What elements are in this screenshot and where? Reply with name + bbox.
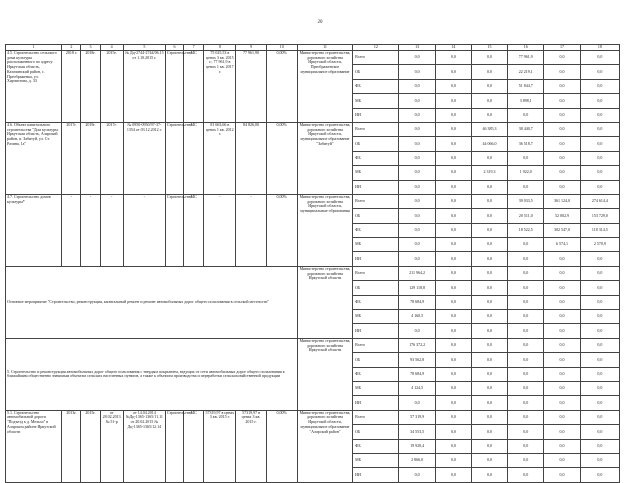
funding-value: 0,0 (580, 453, 619, 467)
ownership: МС (184, 51, 204, 123)
section-title: 5. Строительство и реконструкция автомобильных дорог общего пользования с твердым покрытием, ведущих от сети автомобильных дорог общего пользования к ближайшим общественно значимым объектам сельских населенных пунктов, а также к объектам производства и переработки сельскохозяйственной продукции (6, 338, 298, 410)
funding-value: 0,0 (399, 209, 435, 223)
funding-value: 0,0 (508, 425, 544, 439)
table-row (6, 338, 620, 352)
funding-value: 0,0 (471, 410, 507, 424)
funding-value: 361 124,0 (544, 194, 580, 208)
funding-value: 0,0 (435, 453, 471, 467)
funding-source: МБ (353, 94, 399, 108)
funding-value: 78 684,9 (399, 295, 435, 309)
executor: Министерство строительства, дорожного хозяйства Иркутской области, муниципальные образования (297, 194, 352, 266)
start-year: - (62, 194, 81, 266)
funding-value: 0,0 (508, 453, 544, 467)
funding-value: 0,0 (508, 367, 544, 381)
table-row (6, 122, 620, 136)
funding-value: 0,0 (508, 353, 544, 367)
funding-value: 0,0 (544, 51, 580, 65)
funding-value: 0,0 (471, 367, 507, 381)
funding-source: Всего (353, 410, 399, 424)
funding-value: 129 118,8 (399, 281, 435, 295)
funding-value: 0,0 (544, 79, 580, 93)
funding-value: 0,0 (544, 367, 580, 381)
funding-value: 0,0 (435, 468, 471, 482)
readiness: 0,00% (266, 51, 297, 123)
funding-value: 0,0 (435, 353, 471, 367)
funding-source: ФБ (353, 79, 399, 93)
funding-value: 0,0 (399, 194, 435, 208)
funding-value: 0,0 (399, 180, 435, 194)
funding-value: 0,0 (508, 381, 544, 395)
funding-value: 0,0 (544, 338, 580, 352)
funding-value: 0,0 (399, 166, 435, 180)
funding-value: 0,0 (435, 108, 471, 122)
ownership: МС (184, 410, 204, 482)
funding-value: 0,0 (435, 381, 471, 395)
funding-value: 0,0 (580, 51, 619, 65)
funding-value: 0,0 (435, 396, 471, 410)
funding-value: 0,0 (580, 122, 619, 136)
funding-source: ИИ (353, 396, 399, 410)
funding-value: 18 522,5 (508, 223, 544, 237)
funding-value: 0,0 (435, 51, 471, 65)
end-year: - (81, 194, 100, 266)
funding-value: 0,0 (435, 252, 471, 266)
column-number-header: 15 (471, 45, 507, 51)
funding-value: 0,0 (435, 122, 471, 136)
funding-value: 0,0 (580, 79, 619, 93)
funding-value: 0,0 (399, 324, 435, 338)
program-table (5, 44, 620, 483)
funding-value: 0,0 (544, 94, 580, 108)
funding-value: 0,0 (544, 381, 580, 395)
work-type: Строительство (165, 194, 183, 266)
funding-value: 0,0 (399, 238, 435, 252)
funding-value: 0,0 (471, 266, 507, 280)
total-cost: 84 826,00 (236, 122, 266, 194)
funding-value: 0,0 (508, 396, 544, 410)
funding-value: 0,0 (544, 410, 580, 424)
funding-value: 0,0 (580, 439, 619, 453)
total-cost: 77 961,90 (236, 51, 266, 123)
funding-value: 3 898,1 (508, 94, 544, 108)
column-number-header: 6 (165, 45, 183, 51)
funding-source: Всего (353, 194, 399, 208)
funding-value: 46 385,3 (471, 122, 507, 136)
funding-source: ФБ (353, 151, 399, 165)
funding-value: 0,0 (580, 266, 619, 280)
funding-value: 0,0 (471, 79, 507, 93)
funding-value: 0,0 (471, 439, 507, 453)
funding-value: 4 124,5 (399, 381, 435, 395)
funding-value: 93 562,8 (399, 353, 435, 367)
funding-value: 0,0 (508, 252, 544, 266)
funding-value: 0,0 (471, 194, 507, 208)
funding-value: 0,0 (508, 238, 544, 252)
funding-source: ИИ (353, 468, 399, 482)
funding-value: 0,0 (508, 468, 544, 482)
project-doc: от 14.04.2014 №Дц-1365-1365/11.11 от 20.02.2015 № Дц-1365-1365/12.14 (123, 410, 165, 482)
start-year: 2017г. (62, 122, 81, 194)
funding-value: 0,0 (580, 137, 619, 151)
decision-date: - (100, 194, 123, 266)
funding-value: 2 319,3 (471, 166, 507, 180)
executor: Министерство строительства, дорожного хозяйства Иркутской области (297, 338, 352, 410)
funding-value: 274 614,4 (580, 194, 619, 208)
funding-value: 0,0 (399, 137, 435, 151)
funding-value: 0,0 (471, 396, 507, 410)
column-number-header: 11 (297, 45, 352, 51)
funding-value: 0,0 (580, 166, 619, 180)
total-cost: 57319,97 в ценах 3 кв. 2015 г. (236, 410, 266, 482)
funding-value: 0,0 (544, 166, 580, 180)
readiness: 0,00% (266, 410, 297, 482)
funding-source: ОБ (353, 137, 399, 151)
funding-value: 0,0 (471, 65, 507, 79)
funding-value: 0,0 (544, 396, 580, 410)
funding-value: 39 033,5 (508, 194, 544, 208)
funding-value: 0,0 (508, 310, 544, 324)
column-number-header: 8 (204, 45, 236, 51)
estimated-cost: 57319,97 в ценах 3 кв. 2015 г. (204, 410, 236, 482)
section-title: Основное мероприятие "Строительство, реконструкция, капитальный ремонт и ремонт автомобильных дорог общего пользования в сельской местности" (6, 266, 298, 338)
funding-value: 22 219,1 (508, 65, 544, 79)
funding-value: 302 547,0 (544, 223, 580, 237)
funding-value: 0,0 (471, 468, 507, 482)
readiness: 0,00% (266, 122, 297, 194)
table-row (6, 51, 620, 65)
funding-value: 0,0 (580, 65, 619, 79)
column-number-header: 5 (123, 45, 165, 51)
funding-value: 0,0 (435, 166, 471, 180)
funding-source: МБ (353, 453, 399, 467)
funding-value: 20 511,0 (508, 209, 544, 223)
funding-value: 44 066,0 (471, 137, 507, 151)
funding-value: 0,0 (544, 122, 580, 136)
funding-value: 0,0 (580, 468, 619, 482)
estimated-cost: - (204, 194, 236, 266)
end-year: 2019г. (81, 122, 100, 194)
funding-value: 0,0 (471, 324, 507, 338)
start-year: 2018 г. (62, 51, 81, 123)
funding-value: 0,0 (544, 266, 580, 280)
funding-value: 0,0 (435, 223, 471, 237)
funding-source: Всего (353, 51, 399, 65)
funding-value: 0,0 (471, 295, 507, 309)
column-number-header: 7 (184, 45, 204, 51)
funding-value: 0,0 (399, 223, 435, 237)
funding-value: 0,0 (471, 209, 507, 223)
funding-value: 176 372,2 (399, 338, 435, 352)
funding-value: 0,0 (471, 338, 507, 352)
funding-value: 0,0 (544, 108, 580, 122)
funding-value: 0,0 (508, 295, 544, 309)
funding-value: 77 961,9 (508, 51, 544, 65)
funding-value: 0,0 (435, 324, 471, 338)
funding-value: 0,0 (544, 65, 580, 79)
funding-value: 0,0 (544, 425, 580, 439)
ownership: МС (184, 194, 204, 266)
column-number-header: 3 (81, 45, 100, 51)
funding-value: 0,0 (508, 180, 544, 194)
table-row (6, 194, 620, 208)
funding-value: 0,0 (471, 108, 507, 122)
total-cost: - (236, 194, 266, 266)
funding-source: ОБ (353, 353, 399, 367)
funding-source: ОБ (353, 65, 399, 79)
page-number: 20 (317, 20, 323, 25)
funding-source: Всего (353, 338, 399, 352)
funding-value: 0,0 (435, 410, 471, 424)
funding-source: ФБ (353, 295, 399, 309)
funding-value: 0,0 (544, 180, 580, 194)
column-number-header: 18 (580, 45, 619, 51)
funding-value: 0,0 (544, 439, 580, 453)
funding-value: 78 684,9 (399, 367, 435, 381)
executor: Министерство строительства, дорожного хозяйства Иркутской области, муниципальное образование "Забитуй" (297, 122, 352, 194)
funding-value: 52 002,9 (544, 209, 580, 223)
funding-value: 0,0 (508, 439, 544, 453)
funding-value: 0,0 (508, 108, 544, 122)
funding-value: 0,0 (580, 108, 619, 122)
funding-value: 0,0 (580, 295, 619, 309)
funding-value: 0,0 (471, 51, 507, 65)
funding-value: 0,0 (471, 180, 507, 194)
column-number-header: 17 (544, 45, 580, 51)
decision-date: 2015г. (100, 51, 123, 123)
funding-source: ИИ (353, 108, 399, 122)
estimated-cost: 81 663,66 в ценах 1 кв. 2012 г. (204, 122, 236, 194)
funding-source: МБ (353, 310, 399, 324)
funding-value: 36 518,7 (508, 137, 544, 151)
column-number-header: 14 (435, 45, 471, 51)
funding-value: 0,0 (471, 310, 507, 324)
funding-value: 118 314,5 (580, 223, 619, 237)
funding-value: 0,0 (471, 425, 507, 439)
object-name: 4.6. Объект капитального строительства "Дом культуры. Иркутская область, Аларский район, п. Забитуй, ул. Ст. Разина, 1а" (6, 122, 62, 194)
funding-value: 0,0 (508, 338, 544, 352)
funding-value: 0,0 (471, 151, 507, 165)
funding-value: 0,0 (544, 324, 580, 338)
funding-value: 0,0 (544, 453, 580, 467)
funding-value: 0,0 (471, 223, 507, 237)
funding-value: 0,0 (580, 94, 619, 108)
funding-source: МБ (353, 166, 399, 180)
funding-source: ИИ (353, 252, 399, 266)
funding-value: 0,0 (471, 94, 507, 108)
end-year: 2015г. (81, 410, 100, 482)
funding-value: 0,0 (471, 353, 507, 367)
object-name: 4.7. Строительство домов культуры* (6, 194, 62, 266)
table-row (6, 266, 620, 280)
project-doc: - (123, 194, 165, 266)
column-number-header: 4 (100, 45, 123, 51)
object-name: 5.1. Строительство автомобильной дороги "Подъезд к д. Мельхэ" в Аларском районе Иркутской области (6, 410, 62, 482)
funding-value: 0,0 (399, 79, 435, 93)
funding-value: 0,0 (435, 367, 471, 381)
funding-source: Всего (353, 266, 399, 280)
work-type: Строительство (165, 51, 183, 123)
funding-source: ОБ (353, 209, 399, 223)
funding-value: 0,0 (399, 108, 435, 122)
funding-value: 0,0 (435, 338, 471, 352)
readiness: 0,00% (266, 194, 297, 266)
funding-value: 0,0 (580, 410, 619, 424)
funding-value: 0,0 (544, 468, 580, 482)
funding-value: 0,0 (544, 137, 580, 151)
funding-value: 0,0 (435, 94, 471, 108)
funding-value: 34 553,5 (399, 425, 435, 439)
funding-value: 0,0 (580, 310, 619, 324)
funding-value: 0,0 (435, 266, 471, 280)
funding-value: 19 920,4 (399, 439, 435, 453)
funding-value: 0,0 (580, 338, 619, 352)
funding-value: 0,0 (435, 310, 471, 324)
executor: Министерство строительства, дорожного хозяйства Иркутской области, Преображенское муниципальное образование (297, 51, 352, 123)
funding-value: 4 160,5 (399, 310, 435, 324)
funding-value: 0,0 (544, 281, 580, 295)
work-type: Строительство (165, 122, 183, 194)
funding-value: 0,0 (580, 396, 619, 410)
funding-value: 0,0 (471, 238, 507, 252)
funding-value: 0,0 (435, 137, 471, 151)
project-doc: № 0950-0950/97-37-1354 от 03.12.2012 г. (123, 122, 165, 194)
column-number-header: 12 (353, 45, 399, 51)
funding-value: 0,0 (544, 295, 580, 309)
funding-value: 0,0 (580, 367, 619, 381)
funding-value: 0,0 (471, 252, 507, 266)
funding-value: 0,0 (435, 439, 471, 453)
funding-value: 0,0 (399, 94, 435, 108)
funding-value: 0,0 (580, 180, 619, 194)
funding-value: 0,0 (580, 381, 619, 395)
column-number-header: 10 (266, 45, 297, 51)
funding-value: 0,0 (399, 65, 435, 79)
funding-value: 0,0 (435, 209, 471, 223)
column-number-header: 2 (62, 45, 81, 51)
funding-value: 0,0 (435, 194, 471, 208)
funding-value: 0,0 (435, 281, 471, 295)
funding-value: 0,0 (471, 381, 507, 395)
column-number-header: 16 (508, 45, 544, 51)
funding-value: 0,0 (399, 151, 435, 165)
funding-value: 0,0 (435, 65, 471, 79)
funding-value: 0,0 (544, 151, 580, 165)
estimated-cost: 75 025,53 в ценах 3 кв. 2015 г.; 77 961,9 в ценах 1 кв. 2017 г. (204, 51, 236, 123)
funding-value: 0,0 (508, 324, 544, 338)
funding-value: 0,0 (399, 122, 435, 136)
funding-source: ОБ (353, 425, 399, 439)
funding-value: 0,0 (544, 252, 580, 266)
funding-source: ФБ (353, 367, 399, 381)
funding-value: 0,0 (435, 425, 471, 439)
executor: Министерство строительства, дорожного хозяйства Иркутской области (297, 266, 352, 338)
funding-source: ОБ (353, 281, 399, 295)
funding-value: 0,0 (580, 324, 619, 338)
funding-value: 0,0 (544, 310, 580, 324)
funding-value: 1 922,0 (508, 166, 544, 180)
funding-value: 0,0 (580, 151, 619, 165)
funding-value: 0,0 (471, 281, 507, 295)
funding-value: 0,0 (508, 151, 544, 165)
funding-source: МБ (353, 381, 399, 395)
funding-source: ФБ (353, 439, 399, 453)
funding-source: Всего (353, 122, 399, 136)
table-body (6, 45, 620, 483)
funding-value: 0,0 (580, 281, 619, 295)
funding-source: ИИ (353, 324, 399, 338)
end-year: 2018г. (81, 51, 100, 123)
column-number-header: 13 (399, 45, 435, 51)
ownership: МС (184, 122, 204, 194)
funding-value: 0,0 (580, 425, 619, 439)
funding-value: 153 729,0 (580, 209, 619, 223)
funding-value: 0,0 (435, 151, 471, 165)
funding-value: 38 440,7 (508, 122, 544, 136)
table-row (6, 410, 620, 424)
column-number-header: 1 (6, 45, 62, 51)
funding-value: 0,0 (435, 295, 471, 309)
funding-value: 0,0 (435, 238, 471, 252)
funding-value: 0,0 (580, 353, 619, 367)
funding-value: 0,0 (544, 353, 580, 367)
funding-value: 0,0 (399, 468, 435, 482)
funding-source: ФБ (353, 223, 399, 237)
project-doc: № Дц-2744-2744/06.15 от 1.10.2015 г. (123, 51, 165, 123)
funding-value: 0,0 (399, 51, 435, 65)
funding-value: 2 866,0 (399, 453, 435, 467)
executor: Министерство строительства, дорожного хозяйства Иркутской области, муниципальное образование "Аларский район" (297, 410, 352, 482)
funding-value: 6 574,1 (544, 238, 580, 252)
decision-date: 2017г. (100, 122, 123, 194)
decision-date: от 28.02.2013 № 51-р (100, 410, 123, 482)
funding-value: 0,0 (399, 396, 435, 410)
work-type: Строительство (165, 410, 183, 482)
funding-source: ИИ (353, 180, 399, 194)
funding-value: 0,0 (580, 252, 619, 266)
column-number-header: 9 (236, 45, 266, 51)
funding-value: 2 570,9 (580, 238, 619, 252)
funding-value: 0,0 (471, 453, 507, 467)
funding-value: 0,0 (435, 79, 471, 93)
funding-value: 211 964,2 (399, 266, 435, 280)
funding-value: 0,0 (508, 266, 544, 280)
funding-value: 0,0 (508, 410, 544, 424)
funding-value: 0,0 (399, 252, 435, 266)
funding-value: 0,0 (508, 281, 544, 295)
start-year: 2013г. (62, 410, 81, 482)
funding-value: 0,0 (435, 180, 471, 194)
funding-source: МБ (353, 238, 399, 252)
funding-value: 57 319,9 (399, 410, 435, 424)
funding-value: 51 844,7 (508, 79, 544, 93)
object-name: 4.5. Строительство сельского дома культуры расположенного по адресу: Иркутская область, Казачинский район, с. Преображенка, ул. Харчистова, д. 33 (6, 51, 62, 123)
